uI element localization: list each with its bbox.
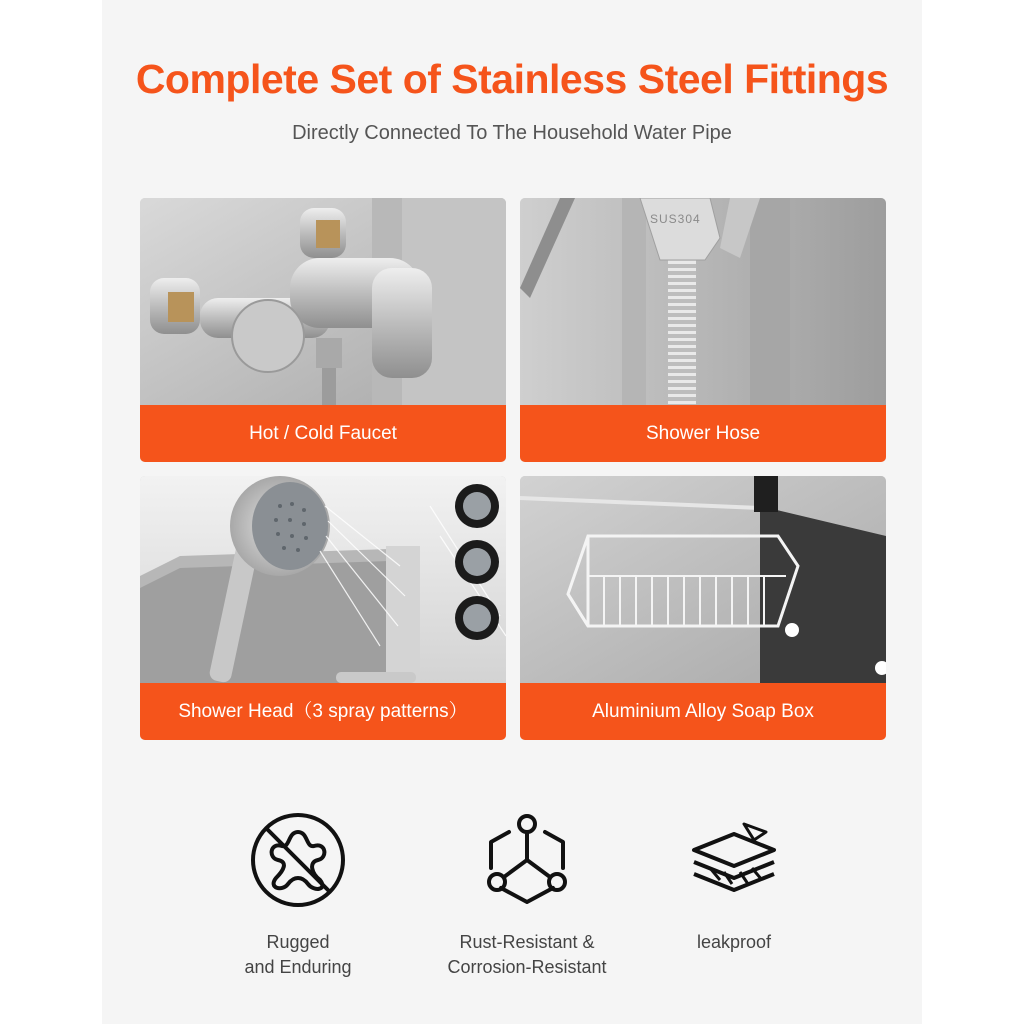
sus304-stamp: SUS304 (650, 212, 701, 226)
shower-head-illustration (140, 476, 506, 683)
feature-leakproof (624, 810, 844, 955)
feature-rust-resistant (417, 810, 637, 980)
card-soap-box (520, 476, 886, 740)
product-panel (102, 0, 922, 1024)
feature-text-line: leakproof (696, 932, 772, 952)
faucet-illustration (140, 198, 506, 405)
page-title: Complete Set of Stainless Steel Fittings (135, 56, 889, 102)
feature-text-line: Rugged (266, 932, 330, 952)
card-shower-head (140, 476, 506, 740)
layers-icon (684, 810, 784, 910)
feature-text-line: and Enduring (244, 957, 352, 977)
page-subtitle: Directly Connected To The Household Water Pipe (292, 122, 732, 144)
soap-box-photo (520, 476, 886, 683)
feature-text-line: Rust-Resistant & (459, 932, 595, 952)
card-label: Shower Hose (520, 405, 886, 462)
shower-hose-photo (520, 198, 886, 405)
card-label: Aluminium Alloy Soap Box (520, 683, 886, 740)
card-label: Shower Head（3 spray patterns） (140, 683, 506, 740)
shower-head-photo (140, 476, 506, 683)
feature-rugged (188, 810, 408, 980)
spray-pattern-icons (455, 484, 499, 640)
card-label: Hot / Cold Faucet (140, 405, 506, 462)
rugged-icon (248, 810, 348, 910)
card-hot-cold-faucet (140, 198, 506, 462)
molecule-icon (477, 810, 577, 910)
faucet-photo (140, 198, 506, 405)
soap-box-illustration (520, 476, 886, 683)
feature-text-line: Corrosion-Resistant (447, 957, 607, 977)
shower-hose-illustration (520, 198, 886, 405)
card-shower-hose (520, 198, 886, 462)
